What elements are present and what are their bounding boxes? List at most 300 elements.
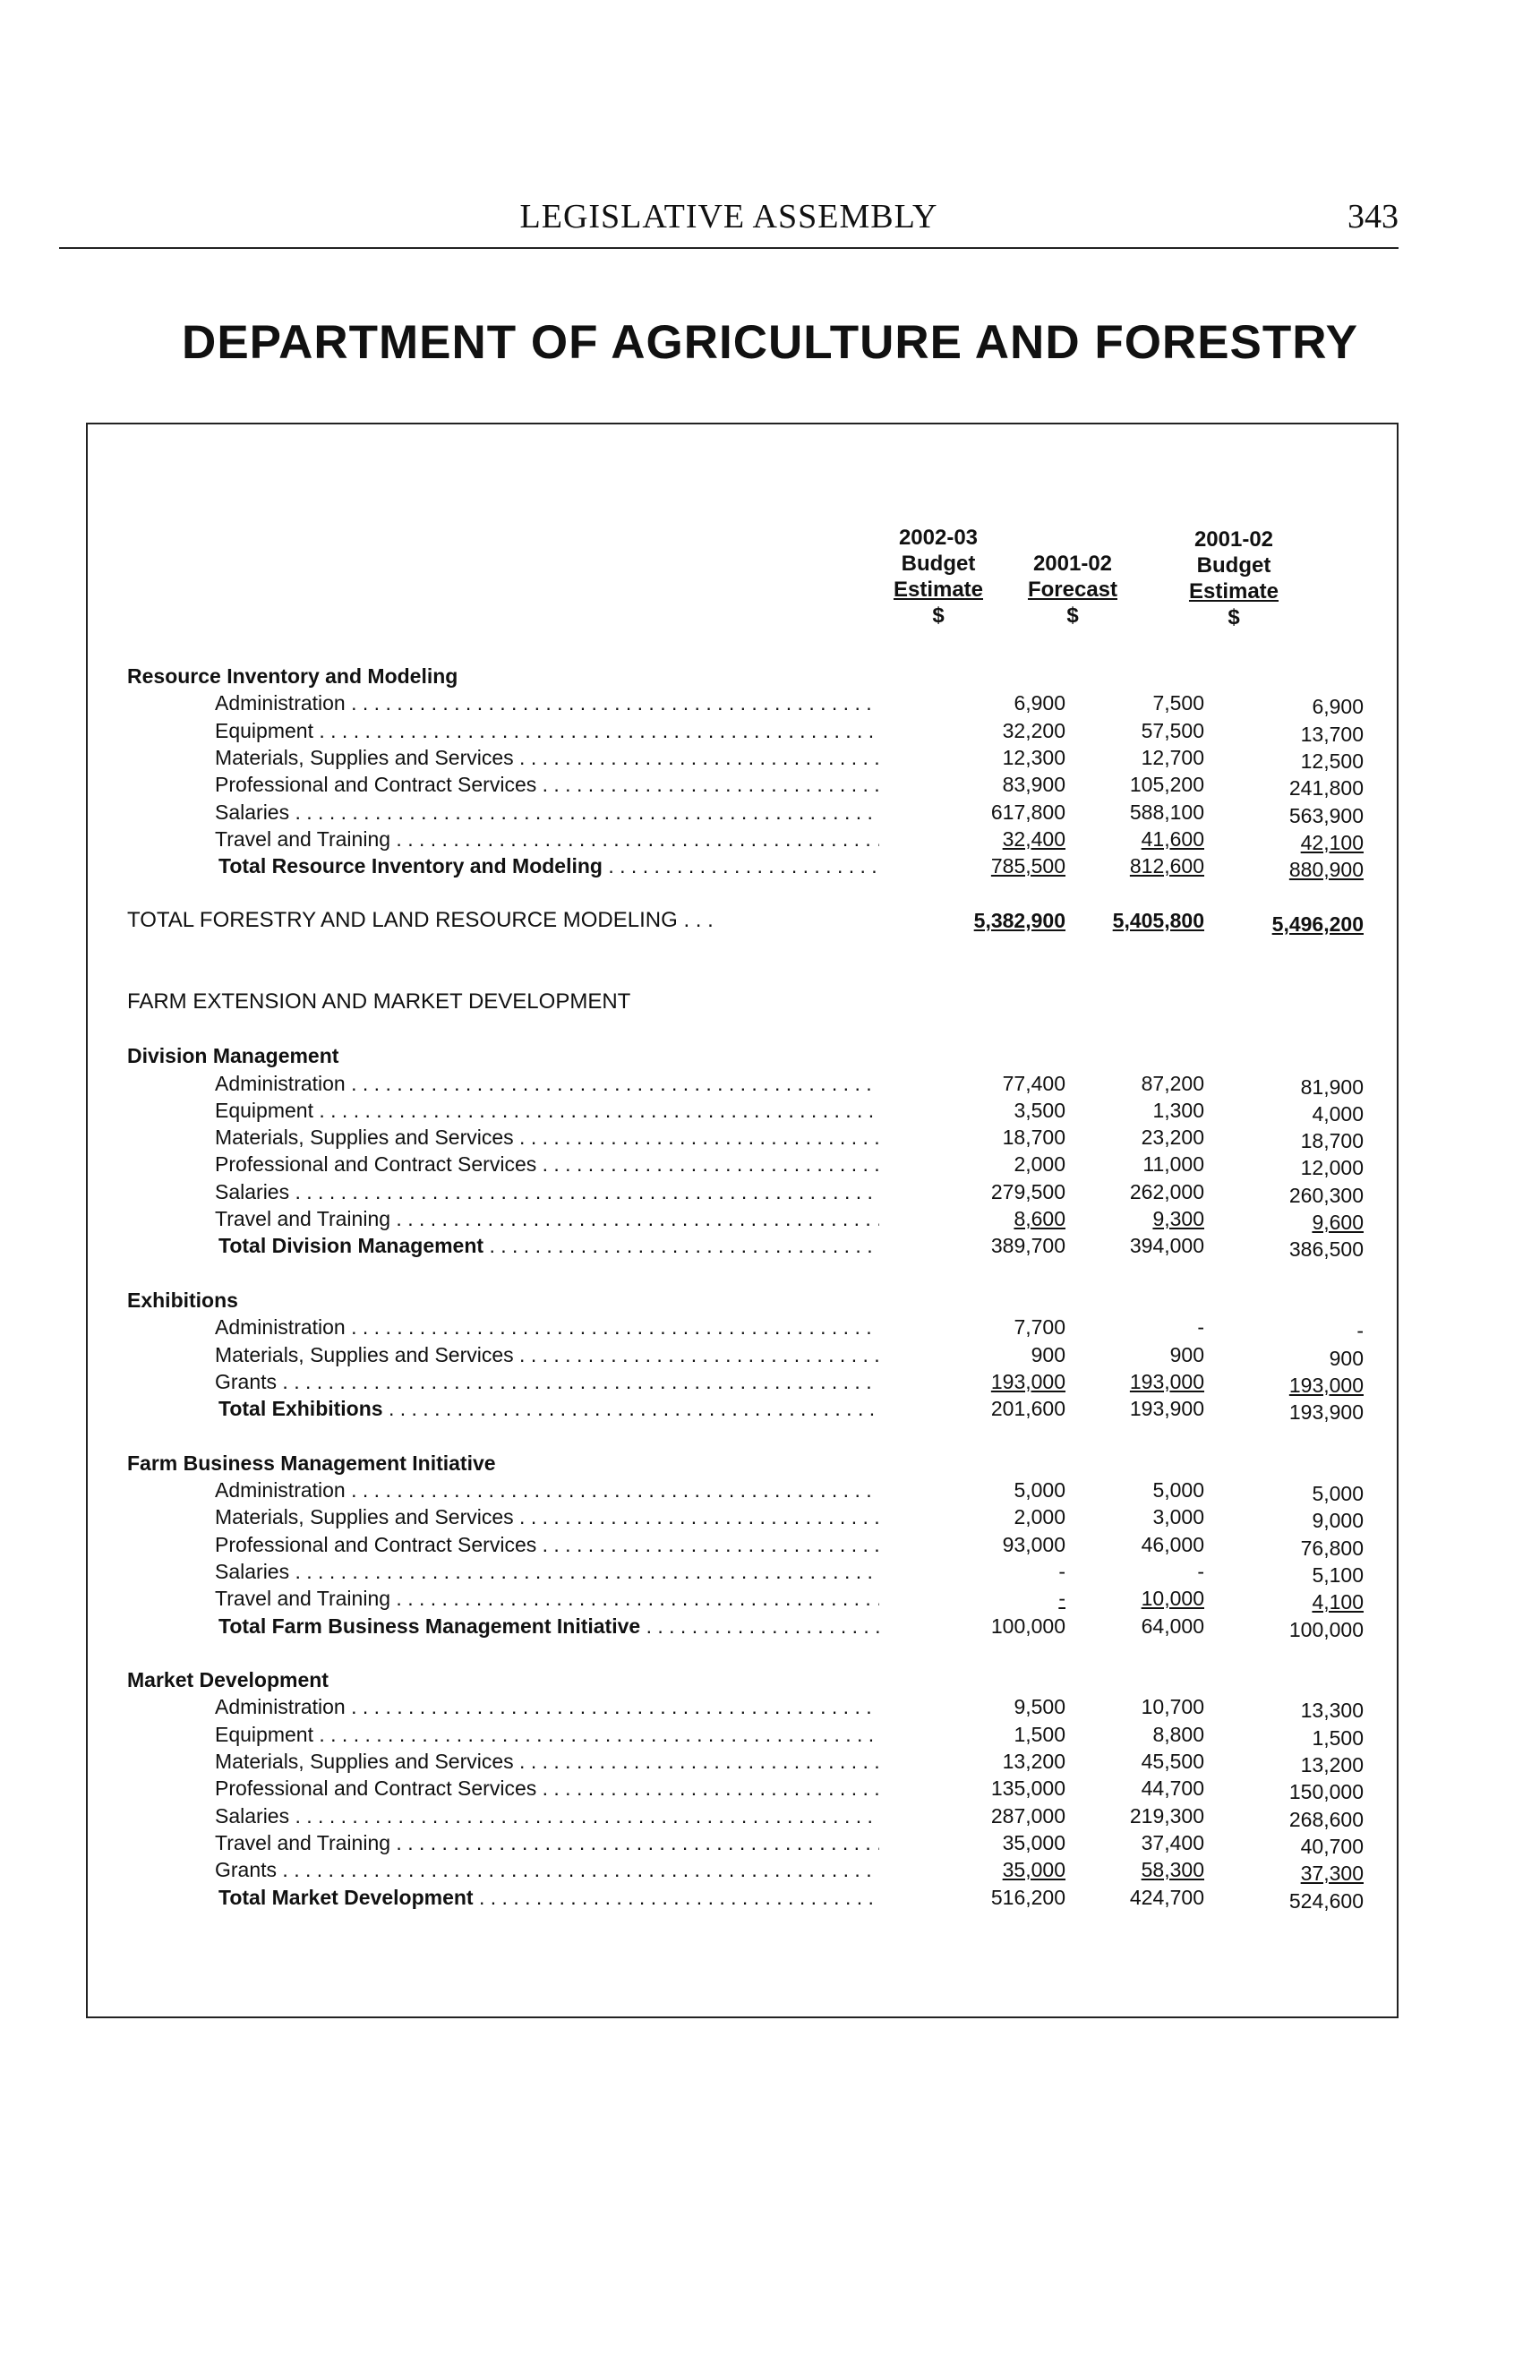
table-row bbox=[88, 1802, 1400, 1829]
value-text: 100,000 bbox=[990, 1614, 1065, 1638]
value-text: 7,500 bbox=[1152, 691, 1204, 715]
row-label bbox=[215, 1585, 879, 1612]
page-header bbox=[59, 193, 1399, 249]
value-cell bbox=[1289, 856, 1364, 883]
row-label-text: Grants bbox=[215, 1369, 278, 1393]
row-label-text: Administration bbox=[215, 691, 346, 715]
section-row bbox=[88, 989, 1400, 1015]
value-cell bbox=[1142, 1829, 1204, 1856]
value-text: 279,500 bbox=[990, 1179, 1065, 1203]
row-label bbox=[215, 1477, 879, 1503]
value-text: 23,200 bbox=[1141, 1126, 1204, 1150]
value-cell bbox=[991, 1368, 1065, 1395]
value-cell bbox=[1003, 1124, 1065, 1151]
value-text: 617,800 bbox=[990, 800, 1065, 824]
value-text: 83,900 bbox=[1002, 773, 1065, 797]
value-text: 3,000 bbox=[1152, 1505, 1204, 1529]
row-label-text: Division Management bbox=[127, 1044, 339, 1068]
row-label bbox=[215, 1721, 879, 1748]
value-text: 5,000 bbox=[1152, 1478, 1204, 1502]
row-label bbox=[215, 1531, 879, 1558]
value-cell bbox=[1142, 717, 1204, 744]
table-row bbox=[88, 1748, 1400, 1775]
table-row bbox=[88, 1151, 1400, 1180]
column-header-line2: Budget bbox=[1196, 553, 1271, 578]
value-text: 900 bbox=[1329, 1346, 1364, 1370]
value-cell bbox=[1014, 1477, 1065, 1503]
row-label-text: Materials, Supplies and Services bbox=[215, 1126, 514, 1150]
subtotal-label bbox=[218, 1395, 879, 1422]
value-text: 8,800 bbox=[1152, 1722, 1204, 1746]
value-cell bbox=[1130, 799, 1204, 826]
value-text: 260,300 bbox=[1288, 1183, 1364, 1207]
row-label bbox=[215, 1693, 879, 1720]
value-text: 13,700 bbox=[1300, 722, 1364, 746]
value-cell bbox=[1130, 771, 1204, 798]
value-text: 18,700 bbox=[1002, 1126, 1065, 1150]
table-row bbox=[88, 799, 1400, 826]
subtotal-label bbox=[218, 1232, 879, 1259]
row-label bbox=[215, 1341, 879, 1368]
value-cell bbox=[1003, 771, 1065, 798]
value-text: 193,000 bbox=[1129, 1369, 1204, 1393]
value-text: 87,200 bbox=[1141, 1071, 1204, 1095]
value-cell bbox=[1152, 689, 1204, 716]
row-label-text: Materials, Supplies and Services bbox=[215, 1505, 514, 1529]
row-label-text: Administration bbox=[215, 1478, 346, 1502]
table-row bbox=[88, 1477, 1400, 1503]
value-cell bbox=[1130, 1368, 1204, 1395]
value-text: 6,900 bbox=[1014, 691, 1065, 715]
value-cell bbox=[1142, 1748, 1204, 1775]
row-label bbox=[215, 717, 879, 744]
value-cell bbox=[1003, 717, 1065, 744]
value-text: 41,600 bbox=[1141, 826, 1204, 851]
value-text: 193,000 bbox=[1288, 1373, 1364, 1397]
value-text: 262,000 bbox=[1129, 1179, 1204, 1203]
group-heading bbox=[127, 1042, 843, 1069]
grand-row bbox=[88, 907, 1400, 934]
row-label-text: Farm Business Management Initiative bbox=[127, 1451, 496, 1475]
table-row bbox=[88, 1693, 1400, 1723]
table-row bbox=[88, 1205, 1400, 1232]
value-cell bbox=[1014, 1205, 1065, 1232]
value-text: 2,000 bbox=[1014, 1152, 1065, 1177]
value-cell bbox=[991, 1178, 1065, 1205]
group-heading bbox=[127, 1287, 843, 1314]
value-text: 4,100 bbox=[1312, 1590, 1364, 1614]
value-text: 32,200 bbox=[1002, 718, 1065, 742]
row-label-text: Professional and Contract Services bbox=[215, 1776, 537, 1801]
total-row bbox=[88, 1232, 1400, 1262]
value-text: 241,800 bbox=[1288, 776, 1364, 800]
row-label bbox=[215, 1829, 879, 1856]
subtotal-label bbox=[218, 1613, 879, 1639]
value-text: 1,500 bbox=[1312, 1725, 1364, 1750]
value-text: 5,100 bbox=[1312, 1562, 1364, 1587]
column-header-budget-estimate-2001-02 bbox=[1144, 527, 1323, 630]
department-title: DEPARTMENT OF AGRICULTURE AND FORESTRY bbox=[182, 316, 1358, 369]
row-label-text: Salaries bbox=[215, 1559, 290, 1583]
value-cell bbox=[1058, 1558, 1065, 1585]
row-label bbox=[215, 799, 879, 826]
value-text: 9,500 bbox=[1014, 1695, 1065, 1719]
value-cell bbox=[1272, 911, 1364, 937]
row-label bbox=[215, 1748, 879, 1775]
row-label-text: Professional and Contract Services bbox=[215, 1532, 537, 1556]
value-cell bbox=[1142, 744, 1204, 771]
table-row bbox=[88, 1124, 1400, 1151]
value-text: 35,000 bbox=[1002, 1830, 1065, 1854]
column-header-year: 2001-02 bbox=[1194, 527, 1274, 552]
budget-table bbox=[86, 423, 1399, 2018]
value-text: 93,000 bbox=[1002, 1532, 1065, 1556]
value-text: 35,000 bbox=[1002, 1858, 1065, 1882]
value-text: 5,405,800 bbox=[1112, 908, 1204, 932]
value-cell bbox=[1289, 1888, 1364, 1914]
value-text: 5,000 bbox=[1312, 1482, 1364, 1505]
value-cell bbox=[1130, 1802, 1204, 1829]
row-label-text: FARM EXTENSION AND MARKET DEVELOPMENT bbox=[127, 989, 631, 1014]
value-cell bbox=[1152, 1477, 1204, 1503]
value-cell bbox=[991, 1613, 1065, 1639]
value-cell bbox=[1142, 1070, 1204, 1097]
table-row bbox=[88, 1558, 1400, 1585]
group-row bbox=[88, 663, 1400, 689]
value-cell bbox=[1003, 1531, 1065, 1558]
row-label-text: Professional and Contract Services bbox=[215, 773, 537, 797]
value-text: 105,200 bbox=[1129, 773, 1204, 797]
row-label-text: Salaries bbox=[215, 1803, 290, 1828]
section-heading bbox=[127, 989, 933, 1015]
value-text: 32,400 bbox=[1002, 826, 1065, 851]
value-text: 268,600 bbox=[1288, 1807, 1364, 1831]
column-header-line3: Estimate bbox=[1188, 579, 1279, 604]
row-label-text: Administration bbox=[215, 1071, 346, 1095]
value-text: 193,000 bbox=[990, 1369, 1065, 1393]
table-row bbox=[88, 1368, 1400, 1395]
value-text: 10,000 bbox=[1141, 1587, 1204, 1611]
table-row bbox=[88, 1829, 1400, 1856]
page-number: 343 bbox=[1348, 198, 1399, 235]
value-text: 900 bbox=[1031, 1342, 1065, 1366]
column-header-year: 2002-03 bbox=[898, 526, 979, 550]
row-label-text: Administration bbox=[215, 1695, 346, 1719]
value-text: 135,000 bbox=[990, 1776, 1065, 1801]
value-text: 193,900 bbox=[1288, 1400, 1364, 1425]
value-cell bbox=[1003, 744, 1065, 771]
value-cell bbox=[1197, 1314, 1204, 1340]
table-row bbox=[88, 717, 1400, 744]
group-row bbox=[88, 1287, 1400, 1314]
row-label-text: Materials, Supplies and Services bbox=[215, 1750, 514, 1773]
subtotal-label bbox=[218, 852, 879, 879]
table-row bbox=[88, 1341, 1400, 1368]
row-label bbox=[215, 771, 879, 798]
table-row bbox=[88, 1585, 1400, 1612]
value-text: 58,300 bbox=[1141, 1858, 1204, 1882]
total-row bbox=[88, 1613, 1400, 1639]
value-cell bbox=[1130, 1884, 1204, 1911]
value-text: 13,200 bbox=[1002, 1750, 1065, 1773]
value-cell bbox=[991, 1802, 1065, 1829]
value-text: - bbox=[1058, 1559, 1065, 1583]
row-label-text: Travel and Training bbox=[215, 1830, 391, 1854]
row-label bbox=[215, 1178, 879, 1205]
table-row bbox=[88, 826, 1400, 852]
value-text: 389,700 bbox=[990, 1234, 1065, 1258]
value-text: 900 bbox=[1169, 1342, 1204, 1366]
value-cell bbox=[1197, 1558, 1204, 1585]
value-text: 12,300 bbox=[1002, 745, 1065, 769]
value-text: 5,000 bbox=[1014, 1478, 1065, 1502]
value-cell bbox=[1014, 1693, 1065, 1720]
value-cell bbox=[991, 1395, 1065, 1422]
group-heading bbox=[127, 1666, 843, 1693]
table-row bbox=[88, 1097, 1400, 1124]
value-text: 13,300 bbox=[1300, 1699, 1364, 1723]
column-header-line2: 2001-02 bbox=[1032, 552, 1113, 576]
grand-total-label bbox=[127, 907, 879, 934]
group-row bbox=[88, 1042, 1400, 1069]
value-cell bbox=[1014, 1314, 1065, 1340]
value-text: 588,100 bbox=[1129, 800, 1204, 824]
value-text: 785,500 bbox=[990, 854, 1065, 878]
row-label bbox=[215, 1558, 879, 1585]
value-text: 1,300 bbox=[1152, 1098, 1204, 1122]
value-text: 64,000 bbox=[1141, 1614, 1204, 1638]
value-cell bbox=[1014, 1151, 1065, 1177]
value-cell bbox=[1170, 1341, 1204, 1368]
value-cell bbox=[1014, 1503, 1065, 1530]
row-label-text: Total Exhibitions bbox=[218, 1397, 383, 1421]
value-cell bbox=[1130, 1178, 1204, 1205]
group-heading bbox=[127, 663, 843, 689]
value-text: - bbox=[1197, 1559, 1204, 1583]
value-cell bbox=[991, 1775, 1065, 1802]
value-text: 9,600 bbox=[1312, 1211, 1364, 1234]
column-header-forecast-2001-02 bbox=[983, 551, 1162, 629]
row-label bbox=[215, 1097, 879, 1124]
row-label-text: Exhibitions bbox=[127, 1288, 238, 1312]
row-label-text: TOTAL FORESTRY AND LAND RESOURCE MODELING bbox=[127, 907, 678, 932]
total-row bbox=[88, 1395, 1400, 1425]
value-text: 150,000 bbox=[1288, 1780, 1364, 1804]
value-text: 76,800 bbox=[1300, 1536, 1364, 1560]
table-row bbox=[88, 1721, 1400, 1748]
row-label-text: Salaries bbox=[215, 1179, 290, 1203]
value-text: 516,200 bbox=[990, 1885, 1065, 1909]
value-text: 45,500 bbox=[1141, 1750, 1204, 1773]
table-row bbox=[88, 1531, 1400, 1558]
value-text: 394,000 bbox=[1129, 1234, 1204, 1258]
value-text: 3,500 bbox=[1014, 1098, 1065, 1122]
value-text: 13,200 bbox=[1300, 1753, 1364, 1776]
column-header-unit: $ bbox=[932, 604, 945, 628]
value-cell bbox=[1289, 1616, 1364, 1643]
value-cell bbox=[1130, 1395, 1204, 1422]
table-row bbox=[88, 689, 1400, 719]
value-cell bbox=[1289, 1236, 1364, 1263]
row-label-text: Equipment bbox=[215, 718, 313, 742]
row-label bbox=[215, 744, 879, 771]
row-label-text: Salaries bbox=[215, 800, 290, 824]
value-text: 18,700 bbox=[1300, 1129, 1364, 1153]
row-label-text: Total Resource Inventory and Modeling bbox=[218, 854, 603, 878]
column-header-unit: $ bbox=[1066, 604, 1079, 628]
value-cell bbox=[1142, 1531, 1204, 1558]
value-text: 12,000 bbox=[1300, 1156, 1364, 1180]
row-label-text: Travel and Training bbox=[215, 1207, 391, 1230]
table-row bbox=[88, 1775, 1400, 1802]
value-text: 37,400 bbox=[1141, 1830, 1204, 1854]
row-label bbox=[215, 1151, 879, 1177]
value-text: 812,600 bbox=[1129, 854, 1204, 878]
table-row bbox=[88, 744, 1400, 771]
value-cell bbox=[1142, 1693, 1204, 1720]
value-text: 1,500 bbox=[1014, 1722, 1065, 1746]
row-label-text: Materials, Supplies and Services bbox=[215, 1342, 514, 1366]
table-row bbox=[88, 1503, 1400, 1533]
value-text: 6,900 bbox=[1312, 695, 1364, 719]
value-cell bbox=[1014, 1097, 1065, 1124]
value-text: 81,900 bbox=[1300, 1074, 1364, 1099]
value-cell bbox=[1142, 1151, 1204, 1177]
group-row bbox=[88, 1450, 1400, 1477]
value-cell bbox=[1152, 1205, 1204, 1232]
value-text: 9,300 bbox=[1152, 1207, 1204, 1230]
value-text: 193,900 bbox=[1129, 1397, 1204, 1421]
value-cell bbox=[1152, 1503, 1204, 1530]
running-header-title: LEGISLATIVE ASSEMBLY bbox=[519, 198, 938, 235]
value-text: 8,600 bbox=[1014, 1207, 1065, 1230]
value-text: 563,900 bbox=[1288, 803, 1364, 827]
row-label bbox=[215, 1775, 879, 1802]
value-text: 880,900 bbox=[1288, 858, 1364, 882]
row-label-text: Resource Inventory and Modeling bbox=[127, 664, 458, 688]
value-cell bbox=[1142, 1613, 1204, 1639]
column-header-unit: $ bbox=[1228, 605, 1240, 629]
value-text: 5,496,200 bbox=[1271, 912, 1364, 936]
value-text: 57,500 bbox=[1141, 718, 1204, 742]
value-text: 44,700 bbox=[1141, 1776, 1204, 1801]
row-label bbox=[215, 1503, 879, 1530]
value-text: - bbox=[1197, 1315, 1204, 1340]
value-text: 40,700 bbox=[1300, 1834, 1364, 1858]
value-cell bbox=[1003, 1748, 1065, 1775]
value-cell bbox=[1014, 1721, 1065, 1748]
value-text: 424,700 bbox=[1129, 1885, 1204, 1909]
row-label-text: Total Division Management bbox=[218, 1234, 484, 1258]
row-label bbox=[215, 1205, 879, 1232]
column-header-line2: Budget bbox=[901, 552, 976, 576]
table-row bbox=[88, 771, 1400, 798]
value-text: 37,300 bbox=[1300, 1862, 1364, 1886]
row-label-text: Administration bbox=[215, 1315, 346, 1340]
row-label-text: Travel and Training bbox=[215, 826, 391, 851]
value-text: 100,000 bbox=[1288, 1617, 1364, 1641]
row-label bbox=[215, 1314, 879, 1340]
value-cell bbox=[1152, 1721, 1204, 1748]
subtotal-label bbox=[218, 1884, 879, 1911]
total-row bbox=[88, 1884, 1400, 1911]
row-label bbox=[215, 1070, 879, 1097]
group-heading bbox=[127, 1450, 843, 1477]
column-header-line3: Estimate bbox=[893, 578, 984, 602]
value-cell bbox=[1003, 1829, 1065, 1856]
value-text: 11,000 bbox=[1142, 1152, 1204, 1177]
value-cell bbox=[974, 907, 1065, 934]
value-text: 201,600 bbox=[990, 1397, 1065, 1421]
value-text: 2,000 bbox=[1014, 1505, 1065, 1529]
row-label bbox=[215, 689, 879, 716]
value-cell bbox=[1289, 1399, 1364, 1425]
value-text: 386,500 bbox=[1288, 1237, 1364, 1262]
value-cell bbox=[991, 852, 1065, 879]
value-cell bbox=[1113, 907, 1204, 934]
value-cell bbox=[1142, 1124, 1204, 1151]
row-label bbox=[215, 1802, 879, 1829]
group-row bbox=[88, 1666, 1400, 1693]
table-row bbox=[88, 1070, 1400, 1097]
row-label-text: Travel and Training bbox=[215, 1587, 391, 1611]
value-cell bbox=[1003, 1070, 1065, 1097]
value-cell bbox=[1142, 1585, 1204, 1612]
table-row bbox=[88, 1856, 1400, 1886]
value-cell bbox=[1142, 1775, 1204, 1802]
value-text: 5,382,900 bbox=[973, 908, 1065, 932]
value-text: 4,000 bbox=[1312, 1101, 1364, 1126]
row-label-text: Total Farm Business Management Initiative bbox=[218, 1614, 641, 1638]
row-label-text: Grants bbox=[215, 1858, 278, 1882]
value-text: 287,000 bbox=[990, 1803, 1065, 1828]
row-label bbox=[215, 826, 879, 852]
row-label-text: Total Market Development bbox=[218, 1885, 474, 1909]
value-cell bbox=[991, 1884, 1065, 1911]
value-text: 10,700 bbox=[1141, 1695, 1204, 1719]
value-cell bbox=[1003, 1856, 1065, 1883]
value-text: 46,000 bbox=[1141, 1532, 1204, 1556]
value-text: 12,700 bbox=[1141, 745, 1204, 769]
total-row bbox=[88, 852, 1400, 882]
value-cell bbox=[1142, 826, 1204, 852]
value-cell bbox=[1130, 852, 1204, 879]
value-text: 219,300 bbox=[1129, 1803, 1204, 1828]
row-label-text: Professional and Contract Services bbox=[215, 1152, 537, 1177]
column-header-line3: Forecast bbox=[1027, 578, 1118, 602]
value-cell bbox=[1014, 689, 1065, 716]
value-text: 42,100 bbox=[1300, 830, 1364, 854]
value-cell bbox=[1003, 826, 1065, 852]
value-cell bbox=[991, 1232, 1065, 1259]
value-cell bbox=[1031, 1341, 1065, 1368]
value-text: 7,700 bbox=[1014, 1315, 1065, 1340]
row-label-text: Market Development bbox=[127, 1668, 329, 1692]
row-label-text: Materials, Supplies and Services bbox=[215, 745, 514, 769]
value-text: 524,600 bbox=[1288, 1888, 1364, 1913]
value-text: 77,400 bbox=[1002, 1071, 1065, 1095]
value-cell bbox=[1142, 1856, 1204, 1883]
value-cell bbox=[1130, 1232, 1204, 1259]
row-label bbox=[215, 1856, 879, 1883]
value-text: 9,000 bbox=[1312, 1509, 1364, 1533]
table-row bbox=[88, 1314, 1400, 1343]
value-text: - bbox=[1058, 1587, 1065, 1611]
row-label bbox=[215, 1124, 879, 1151]
row-label-text: Equipment bbox=[215, 1098, 313, 1122]
value-cell bbox=[991, 799, 1065, 826]
row-label-text: Equipment bbox=[215, 1722, 313, 1746]
